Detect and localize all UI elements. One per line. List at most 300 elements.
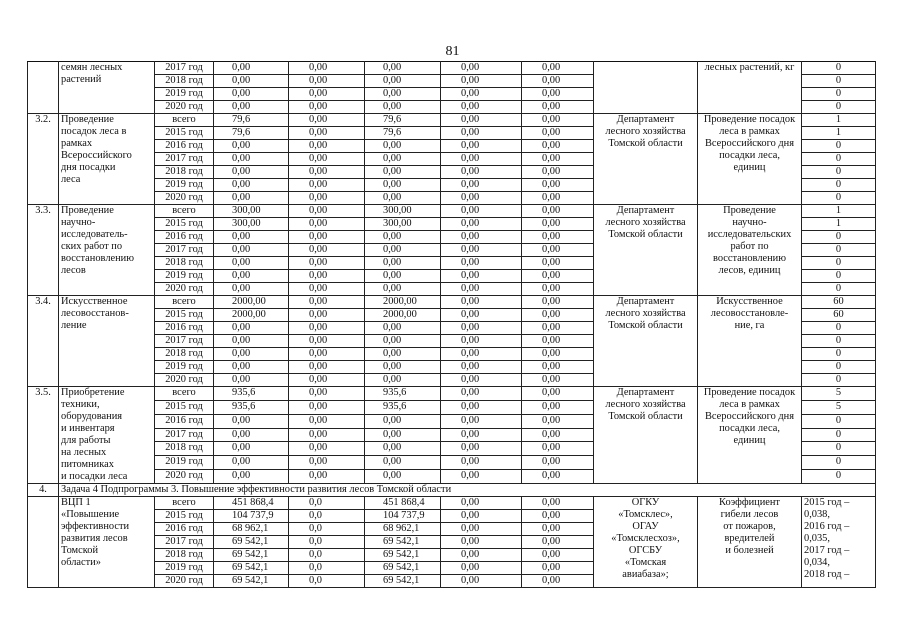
federal-funding: 0,00 [289,101,365,114]
period-cell: всего [155,296,214,309]
regional-funding: 0,00 [365,470,441,484]
indicator-value: 60 [802,309,876,322]
period-cell: 2019 год [155,361,214,374]
responsible-executor: Департамент лесного хозяйства Томской области [594,205,698,296]
federal-funding: 0,00 [289,374,365,387]
program-table [27,61,876,588]
row-number [28,497,59,588]
measure-name: семян лесных растений [59,62,155,114]
other-funding: 0,00 [522,88,594,101]
total-funding: 0,00 [214,361,289,374]
federal-funding: 0,00 [289,296,365,309]
total-funding: 0,00 [214,192,289,205]
responsible-executor: Департамент лесного хозяйства Томской области [594,114,698,205]
period-cell: 2015 год [155,400,214,414]
total-funding: 0,00 [214,179,289,192]
total-funding: 2000,00 [214,296,289,309]
other-funding: 0,00 [522,309,594,322]
federal-funding: 0,00 [289,309,365,322]
row-number: 3.2. [28,114,59,205]
total-funding: 0,00 [214,62,289,75]
period-cell: 2018 год [155,549,214,562]
other-funding: 0,00 [522,283,594,296]
table-row [28,205,876,218]
table-row [28,296,876,309]
indicator-value: 0 [802,270,876,283]
total-funding: 0,00 [214,348,289,361]
indicator-name: Проведение научно- исследовательских работ по восстановлению лесов, единиц [698,205,802,296]
total-funding: 0,00 [214,414,289,428]
table-row [28,497,876,510]
local-funding: 0,00 [441,75,522,88]
local-funding: 0,00 [441,510,522,523]
regional-funding: 0,00 [365,257,441,270]
period-cell: 2020 год [155,575,214,588]
federal-funding: 0,00 [289,205,365,218]
other-funding: 0,00 [522,400,594,414]
total-funding: 451 868,4 [214,497,289,510]
other-funding: 0,00 [522,414,594,428]
indicator-value: 1 [802,114,876,127]
indicator-value: 0 [802,348,876,361]
period-cell: 2017 год [155,62,214,75]
federal-funding: 0,0 [289,497,365,510]
local-funding: 0,00 [441,456,522,470]
row-number [28,62,59,114]
regional-funding: 935,6 [365,400,441,414]
other-funding: 0,00 [522,456,594,470]
measure-name: ВЦП 1 «Повышение эффективности развития лесов Томской области» [59,497,155,588]
regional-funding: 0,00 [365,335,441,348]
indicator-value: 5 [802,400,876,414]
indicator-value: 0 [802,257,876,270]
indicator-value: 0 [802,374,876,387]
indicator-value: 0 [802,283,876,296]
regional-funding: 69 542,1 [365,536,441,549]
measure-name: Приобретение техники, оборудования и инвентаря для работы на лесных питомниках и посадки леса [59,387,155,484]
local-funding: 0,00 [441,536,522,549]
local-funding: 0,00 [441,523,522,536]
federal-funding: 0,00 [289,470,365,484]
period-cell: 2017 год [155,428,214,442]
total-funding: 69 542,1 [214,575,289,588]
total-funding: 300,00 [214,218,289,231]
period-cell: 2020 год [155,374,214,387]
indicator-value: 1 [802,127,876,140]
local-funding: 0,00 [441,575,522,588]
row-number: 3.4. [28,296,59,387]
other-funding: 0,00 [522,523,594,536]
local-funding: 0,00 [441,244,522,257]
other-funding: 0,00 [522,244,594,257]
total-funding: 0,00 [214,153,289,166]
local-funding: 0,00 [441,101,522,114]
period-cell: 2015 год [155,218,214,231]
period-cell: 2016 год [155,231,214,244]
task-number: 4. [28,484,59,497]
period-cell: 2018 год [155,257,214,270]
other-funding: 0,00 [522,536,594,549]
local-funding: 0,00 [441,127,522,140]
federal-funding: 0,00 [289,456,365,470]
indicator-name: Проведение посадок леса в рамках Всероссийского дня посадки леса, единиц [698,387,802,484]
total-funding: 0,00 [214,88,289,101]
local-funding: 0,00 [441,192,522,205]
local-funding: 0,00 [441,374,522,387]
other-funding: 0,00 [522,562,594,575]
period-cell: всего [155,497,214,510]
regional-funding: 0,00 [365,270,441,283]
total-funding: 0,00 [214,442,289,456]
period-cell: 2019 год [155,456,214,470]
indicator-value: 0 [802,414,876,428]
total-funding: 0,00 [214,322,289,335]
period-cell: 2020 год [155,192,214,205]
indicator-value: 0 [802,231,876,244]
other-funding: 0,00 [522,192,594,205]
local-funding: 0,00 [441,549,522,562]
regional-funding: 935,6 [365,387,441,401]
indicator-value: 1 [802,218,876,231]
period-cell: 2019 год [155,179,214,192]
regional-funding: 0,00 [365,75,441,88]
federal-funding: 0,00 [289,257,365,270]
local-funding: 0,00 [441,470,522,484]
other-funding: 0,00 [522,497,594,510]
other-funding: 0,00 [522,442,594,456]
federal-funding: 0,0 [289,536,365,549]
period-cell: 2018 год [155,75,214,88]
indicator-value: 5 [802,387,876,401]
responsible-executor: ОГКУ «Томсклес», ОГАУ «Томсклесхоз», ОГСБУ «Томская авиабаза»; [594,497,698,588]
task-row [28,484,876,497]
other-funding: 0,00 [522,179,594,192]
period-cell: 2016 год [155,414,214,428]
measure-name: Проведение научно- исследователь- ских работ по восстановлению лесов [59,205,155,296]
local-funding: 0,00 [441,283,522,296]
federal-funding: 0,00 [289,400,365,414]
regional-funding: 0,00 [365,348,441,361]
local-funding: 0,00 [441,335,522,348]
indicator-value: 0 [802,62,876,75]
page-number: 81 [445,44,460,59]
regional-funding: 300,00 [365,205,441,218]
period-cell: 2019 год [155,270,214,283]
regional-funding: 451 868,4 [365,497,441,510]
total-funding: 104 737,9 [214,510,289,523]
regional-funding: 0,00 [365,428,441,442]
indicator-value: 0 [802,179,876,192]
period-cell: 2017 год [155,335,214,348]
regional-funding: 0,00 [365,374,441,387]
federal-funding: 0,00 [289,361,365,374]
local-funding: 0,00 [441,62,522,75]
local-funding: 0,00 [441,562,522,575]
federal-funding: 0,00 [289,348,365,361]
table-row [28,387,876,401]
local-funding: 0,00 [441,153,522,166]
regional-funding: 0,00 [365,414,441,428]
federal-funding: 0,0 [289,510,365,523]
period-cell: 2018 год [155,166,214,179]
federal-funding: 0,00 [289,140,365,153]
other-funding: 0,00 [522,470,594,484]
regional-funding: 0,00 [365,62,441,75]
indicator-name: Проведение посадок леса в рамках Всероссийского дня посадки леса, единиц [698,114,802,205]
regional-funding: 0,00 [365,456,441,470]
federal-funding: 0,00 [289,192,365,205]
indicator-target: 2015 год – 0,038, 2016 год – 0,035, 2017 год – 0,034, 2018 год – [802,497,876,588]
indicator-value: 0 [802,442,876,456]
total-funding: 0,00 [214,456,289,470]
other-funding: 0,00 [522,335,594,348]
period-cell: 2015 год [155,309,214,322]
other-funding: 0,00 [522,428,594,442]
total-funding: 0,00 [214,428,289,442]
total-funding: 0,00 [214,257,289,270]
period-cell: 2016 год [155,322,214,335]
other-funding: 0,00 [522,549,594,562]
local-funding: 0,00 [441,361,522,374]
local-funding: 0,00 [441,322,522,335]
federal-funding: 0,00 [289,218,365,231]
federal-funding: 0,00 [289,62,365,75]
period-cell: 2015 год [155,510,214,523]
period-cell: всего [155,114,214,127]
measure-name: Проведение посадок леса в рамках Всероссийского дня посадки леса [59,114,155,205]
federal-funding: 0,00 [289,387,365,401]
other-funding: 0,00 [522,101,594,114]
period-cell: 2019 год [155,88,214,101]
total-funding: 79,6 [214,127,289,140]
other-funding: 0,00 [522,166,594,179]
regional-funding: 69 542,1 [365,562,441,575]
federal-funding: 0,00 [289,166,365,179]
total-funding: 68 962,1 [214,523,289,536]
federal-funding: 0,00 [289,322,365,335]
total-funding: 69 542,1 [214,549,289,562]
indicator-value: 0 [802,166,876,179]
total-funding: 935,6 [214,400,289,414]
regional-funding: 0,00 [365,140,441,153]
federal-funding: 0,00 [289,335,365,348]
federal-funding: 0,0 [289,562,365,575]
other-funding: 0,00 [522,114,594,127]
total-funding: 935,6 [214,387,289,401]
period-cell: 2020 год [155,283,214,296]
regional-funding: 0,00 [365,231,441,244]
regional-funding: 2000,00 [365,296,441,309]
local-funding: 0,00 [441,497,522,510]
federal-funding: 0,00 [289,88,365,101]
indicator-value: 0 [802,361,876,374]
federal-funding: 0,00 [289,127,365,140]
regional-funding: 0,00 [365,442,441,456]
federal-funding: 0,00 [289,114,365,127]
local-funding: 0,00 [441,309,522,322]
local-funding: 0,00 [441,218,522,231]
indicator-name: Искусственное лесовосстановле- ние, га [698,296,802,387]
period-cell: 2019 год [155,562,214,575]
other-funding: 0,00 [522,374,594,387]
regional-funding: 0,00 [365,244,441,257]
total-funding: 0,00 [214,374,289,387]
federal-funding: 0,00 [289,414,365,428]
other-funding: 0,00 [522,575,594,588]
total-funding: 0,00 [214,270,289,283]
responsible-executor [594,62,698,114]
other-funding: 0,00 [522,387,594,401]
indicator-value: 0 [802,456,876,470]
other-funding: 0,00 [522,296,594,309]
indicator-value: 0 [802,88,876,101]
total-funding: 0,00 [214,335,289,348]
federal-funding: 0,00 [289,231,365,244]
total-funding: 0,00 [214,244,289,257]
federal-funding: 0,00 [289,153,365,166]
other-funding: 0,00 [522,510,594,523]
regional-funding: 0,00 [365,179,441,192]
table-row [28,114,876,127]
local-funding: 0,00 [441,387,522,401]
period-cell: 2017 год [155,153,214,166]
indicator-value: 0 [802,244,876,257]
other-funding: 0,00 [522,140,594,153]
regional-funding: 0,00 [365,283,441,296]
total-funding: 79,6 [214,114,289,127]
local-funding: 0,00 [441,270,522,283]
total-funding: 0,00 [214,140,289,153]
regional-funding: 0,00 [365,166,441,179]
total-funding: 69 542,1 [214,562,289,575]
indicator-value: 60 [802,296,876,309]
federal-funding: 0,00 [289,179,365,192]
other-funding: 0,00 [522,348,594,361]
period-cell: всего [155,387,214,401]
indicator-value: 0 [802,75,876,88]
local-funding: 0,00 [441,257,522,270]
federal-funding: 0,0 [289,549,365,562]
local-funding: 0,00 [441,166,522,179]
indicator-name: лесных растений, кг [698,62,802,114]
other-funding: 0,00 [522,322,594,335]
period-cell: 2015 год [155,127,214,140]
other-funding: 0,00 [522,361,594,374]
period-cell: 2018 год [155,442,214,456]
other-funding: 0,00 [522,270,594,283]
indicator-value: 0 [802,192,876,205]
other-funding: 0,00 [522,218,594,231]
indicator-value: 0 [802,470,876,484]
responsible-executor: Департамент лесного хозяйства Томской области [594,387,698,484]
total-funding: 0,00 [214,166,289,179]
task-title: Задача 4 Подпрограммы 3. Повышение эффективности развития лесов Томской области [59,484,876,497]
period-cell: 2017 год [155,536,214,549]
responsible-executor: Департамент лесного хозяйства Томской области [594,296,698,387]
other-funding: 0,00 [522,257,594,270]
period-cell: 2016 год [155,523,214,536]
indicator-value: 0 [802,140,876,153]
indicator-value: 0 [802,335,876,348]
regional-funding: 69 542,1 [365,549,441,562]
local-funding: 0,00 [441,296,522,309]
indicator-name: Коэффициент гибели лесов от пожаров, вредителей и болезней [698,497,802,588]
total-funding: 2000,00 [214,309,289,322]
federal-funding: 0,00 [289,270,365,283]
period-cell: 2016 год [155,140,214,153]
regional-funding: 2000,00 [365,309,441,322]
local-funding: 0,00 [441,140,522,153]
regional-funding: 0,00 [365,153,441,166]
federal-funding: 0,00 [289,283,365,296]
federal-funding: 0,00 [289,244,365,257]
row-number: 3.3. [28,205,59,296]
local-funding: 0,00 [441,88,522,101]
local-funding: 0,00 [441,400,522,414]
other-funding: 0,00 [522,62,594,75]
total-funding: 0,00 [214,75,289,88]
indicator-value: 0 [802,428,876,442]
table-body [28,62,876,588]
measure-name: Искусственное лесовосстанов- ление [59,296,155,387]
total-funding: 0,00 [214,470,289,484]
federal-funding: 0,00 [289,442,365,456]
regional-funding: 0,00 [365,101,441,114]
indicator-value: 1 [802,205,876,218]
local-funding: 0,00 [441,442,522,456]
regional-funding: 0,00 [365,192,441,205]
other-funding: 0,00 [522,231,594,244]
regional-funding: 0,00 [365,361,441,374]
local-funding: 0,00 [441,348,522,361]
federal-funding: 0,00 [289,75,365,88]
period-cell: 2020 год [155,470,214,484]
regional-funding: 0,00 [365,322,441,335]
row-number: 3.5. [28,387,59,484]
other-funding: 0,00 [522,127,594,140]
local-funding: 0,00 [441,179,522,192]
total-funding: 69 542,1 [214,536,289,549]
regional-funding: 79,6 [365,114,441,127]
regional-funding: 69 542,1 [365,575,441,588]
period-cell: 2018 год [155,348,214,361]
period-cell: всего [155,205,214,218]
local-funding: 0,00 [441,231,522,244]
local-funding: 0,00 [441,428,522,442]
local-funding: 0,00 [441,205,522,218]
regional-funding: 0,00 [365,88,441,101]
total-funding: 0,00 [214,101,289,114]
regional-funding: 68 962,1 [365,523,441,536]
federal-funding: 0,0 [289,523,365,536]
total-funding: 0,00 [214,231,289,244]
total-funding: 300,00 [214,205,289,218]
other-funding: 0,00 [522,205,594,218]
period-cell: 2017 год [155,244,214,257]
regional-funding: 104 737,9 [365,510,441,523]
regional-funding: 300,00 [365,218,441,231]
federal-funding: 0,0 [289,575,365,588]
other-funding: 0,00 [522,75,594,88]
total-funding: 0,00 [214,283,289,296]
other-funding: 0,00 [522,153,594,166]
local-funding: 0,00 [441,114,522,127]
regional-funding: 79,6 [365,127,441,140]
period-cell: 2020 год [155,101,214,114]
table-row [28,62,876,75]
federal-funding: 0,00 [289,428,365,442]
indicator-value: 0 [802,101,876,114]
